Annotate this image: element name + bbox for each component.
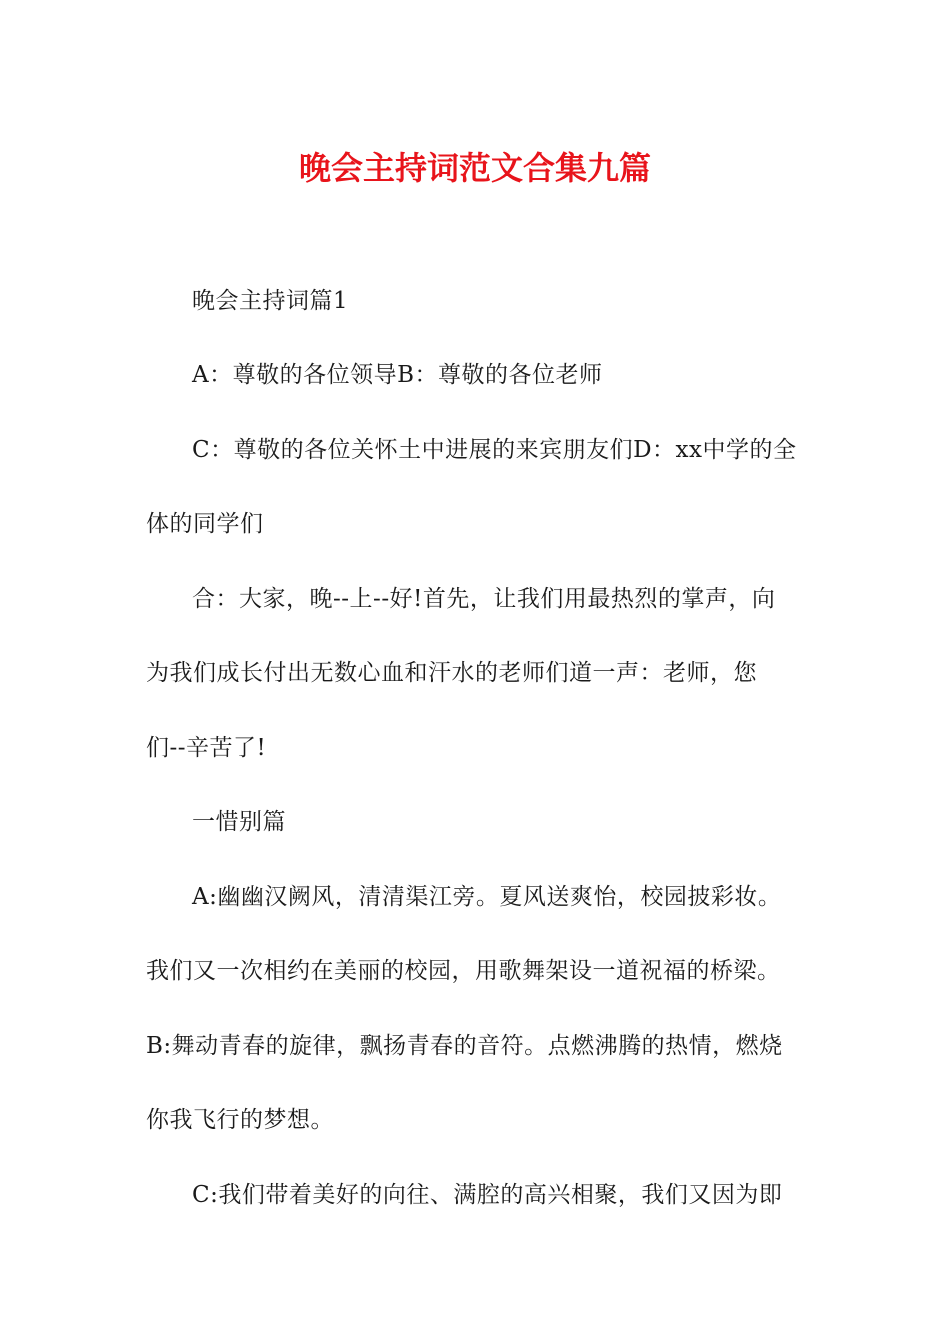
paragraph-line: 为我们成长付出无数心血和汗水的老师们道一声：老师，您	[146, 660, 757, 686]
paragraph-line: 合：大家，晚--上--好!首先，让我们用最热烈的掌声，向	[192, 586, 776, 612]
paragraph-line: 我们又一次相约在美丽的校园，用歌舞架设一道祝福的桥梁。	[146, 958, 781, 984]
paragraph-line: A:幽幽汉阙风，清清渠江旁。夏风送爽怡，校园披彩妆。	[192, 884, 782, 910]
paragraph-line: A：尊敬的各位领导B：尊敬的各位老师	[192, 362, 603, 388]
paragraph-line: B:舞动青春的旋律，飘扬青春的音符。点燃沸腾的热情，燃烧	[146, 1033, 783, 1059]
paragraph-line: 体的同学们	[146, 511, 264, 537]
paragraph-line: 们--辛苦了!	[146, 735, 267, 761]
paragraph-line: 你我飞行的梦想。	[146, 1107, 334, 1133]
section-heading: 晚会主持词篇1	[192, 288, 349, 314]
paragraph-line: C:我们带着美好的向往、满腔的高兴相聚，我们又因为即	[192, 1182, 783, 1208]
paragraph-line: C：尊敬的各位关怀土中进展的来宾朋友们D：xx中学的全	[192, 437, 797, 463]
document-title: 晚会主持词范文合集九篇	[298, 149, 651, 187]
section-heading: 一惜别篇	[192, 809, 286, 835]
